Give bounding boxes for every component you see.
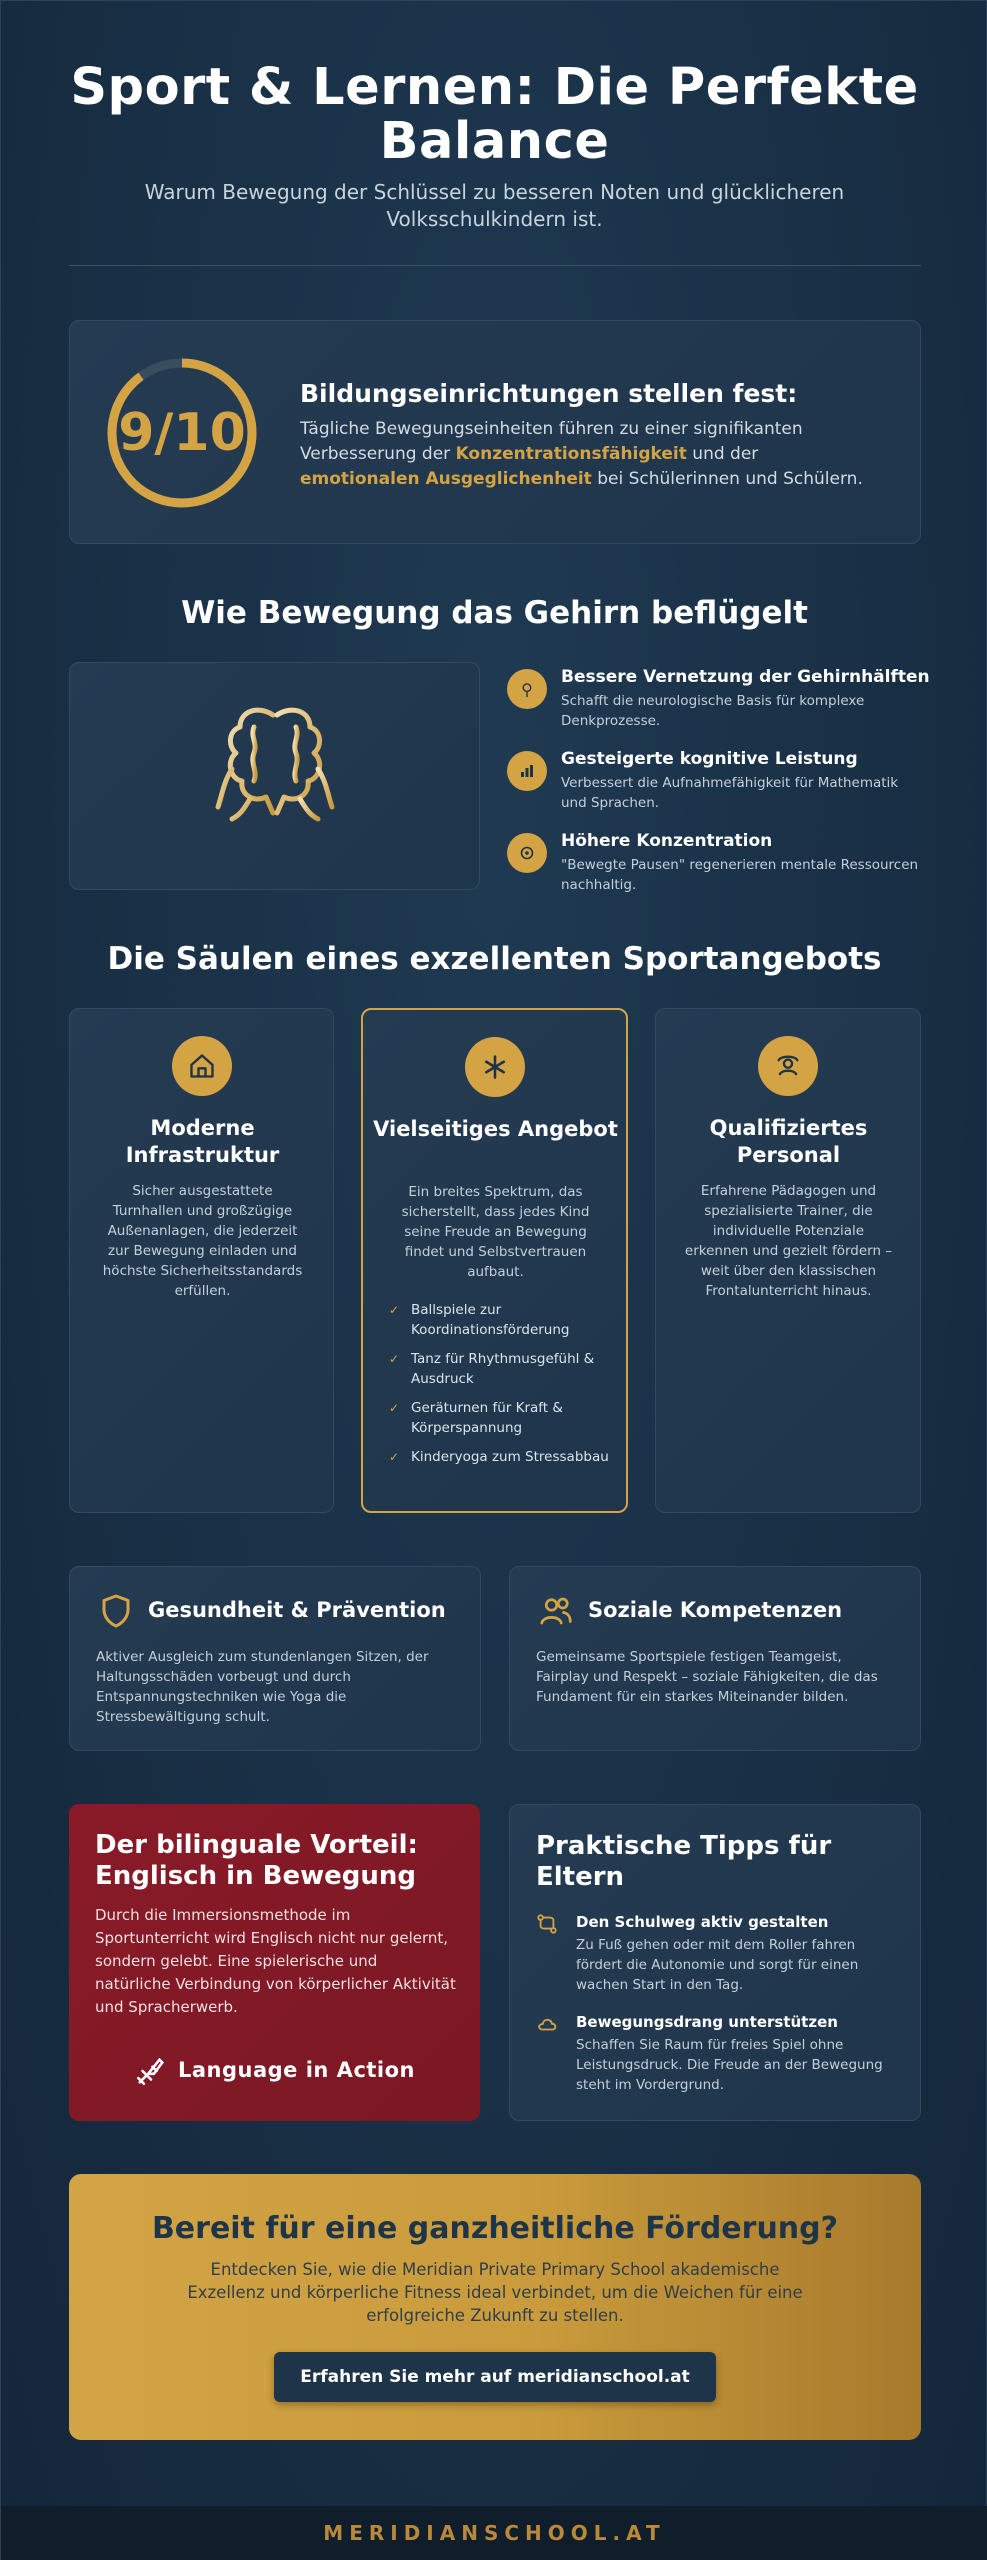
pillar-card-offer: [361, 1008, 628, 1513]
pillar-title: Moderne Infrastruktur: [125, 1116, 280, 1167]
benefit-title: Gesteigerte kognitive Leistung: [561, 749, 858, 769]
tip-text: Schaffen Sie Raum für freies Spiel ohne Leistungsdruck. Die Freude an der Bewegung steht im Vordergrund.: [576, 2037, 883, 2093]
bilingual-footer: [69, 2054, 480, 2088]
home-icon: [172, 1036, 232, 1096]
bilingual-text: Durch die Immersionsmethode im Sportunterricht wird Englisch nicht nur gelernt, sondern gelebt. Eine spielerische und natürliche Verbindung von körperlicher Aktivität und Spracherwerb.: [95, 1906, 456, 2016]
asterisk-icon: [465, 1037, 525, 1097]
list-item: [389, 1349, 609, 1389]
network-icon: ⚲: [507, 669, 547, 709]
pillar-text: Erfahrene Pädagogen und spezialisierte Trainer, die individuelle Potenziale erkennen und gezielt fördern – weit über den klassischen Frontalunterricht hinaus.: [684, 1183, 893, 1299]
target-icon: [507, 833, 547, 873]
brain-image-card: [69, 662, 480, 890]
benefit-title: Bessere Vernetzung der Gehirnhälften: [561, 667, 930, 687]
route-icon: [536, 1913, 558, 1935]
benefit-text: "Bewegte Pausen" regenerieren mentale Ressourcen nachhaltig.: [561, 857, 919, 893]
pillar-card-staff: [655, 1008, 921, 1513]
check-icon: ✓: [389, 1352, 400, 1366]
pillars-section-title: Die Säulen eines exzellenten Sportangebots: [107, 941, 882, 977]
benefit-item: [507, 747, 921, 811]
list-item-label: Kinderyoga zum Stressabbau: [411, 1449, 609, 1465]
brain-icon: [210, 703, 340, 853]
stat-text-part: Tägliche Bewegungseinheiten führen zu einer signifikanten Verbesserung der: [300, 419, 803, 464]
benefit-text: Verbessert die Aufnahmefähigkeit für Mathematik und Sprachen.: [561, 775, 899, 811]
brain-section-title: Wie Bewegung das Gehirn beflügelt: [181, 595, 808, 631]
stat-title: Bildungseinrichtungen stellen fest:: [300, 379, 798, 408]
footer-domain[interactable]: MERIDIANSCHOOL.AT: [1, 2506, 987, 2560]
stat-text-part: und der: [686, 444, 759, 464]
health-card: [69, 1566, 481, 1751]
title-line-2: Balance: [379, 112, 610, 171]
pillar-card-infrastructure: [69, 1008, 334, 1513]
social-card: [509, 1566, 921, 1751]
check-icon: ✓: [389, 1303, 400, 1317]
tip-text: Zu Fuß gehen oder mit dem Roller fahren fördert die Autonomie und sorgt für einen wachen Start in den Tag.: [576, 1937, 859, 1993]
benefit-item: [507, 829, 921, 893]
stat-value: 9/10: [118, 403, 246, 463]
tips-card: [509, 1804, 921, 2121]
offer-list: [389, 1300, 609, 1476]
page-title: [1, 58, 987, 171]
stat-card: [69, 320, 921, 544]
page-subtitle: Warum Bewegung der Schlüssel zu besseren Noten und glücklicheren Volksschulkindern ist.: [144, 180, 845, 231]
bilingual-footer-label: Language in Action: [177, 2058, 416, 2082]
cta-text: Entdecken Sie, wie die Meridian Private Primary School akademische Exzellenz und körperliche Fitness ideal verbindet, um die Weichen für eine erfolgreiche Zukunft zu stellen.: [187, 2260, 803, 2325]
pillar-title: Vielseitiges Angebot: [373, 1117, 618, 1141]
list-item: [389, 1447, 609, 1467]
list-item-label: Ballspiele zur Koordinationsförderung: [411, 1302, 570, 1338]
benefit-item: [507, 665, 930, 729]
tip-title: Den Schulweg aktiv gestalten: [576, 1913, 829, 1931]
benefit-text: Schafft die neurologische Basis für komplexe Denkprozesse.: [561, 693, 865, 729]
learn-more-button[interactable]: Erfahren Sie mehr auf meridianschool.at: [274, 2352, 716, 2402]
health-text: Aktiver Ausgleich zum stundenlangen Sitzen, der Haltungsschäden vorbeugt und durch Entspannungstechniken wie Yoga die Stressbewältigung schult.: [96, 1649, 429, 1725]
users-icon: [538, 1593, 574, 1629]
check-icon: ✓: [389, 1450, 400, 1464]
cta-title: Bereit für eine ganzheitliche Förderung?: [151, 2211, 839, 2246]
social-text: Gemeinsame Sportspiele festigen Teamgeist, Fairplay und Respekt – soziale Fähigkeiten, die das Fundament für ein starkes Miteinander bilden.: [536, 1649, 878, 1705]
stat-text: [300, 417, 880, 492]
title-line-1: Sport & Lernen: Die Perfekte: [70, 58, 919, 117]
health-title: Gesundheit & Prävention: [148, 1598, 446, 1622]
badminton-icon: [134, 2054, 168, 2088]
stat-text-part: bei Schülerinnen und Schülern.: [591, 469, 863, 489]
social-title: Soziale Kompetenzen: [588, 1598, 843, 1622]
list-item-label: Geräturnen für Kraft & Körperspannung: [411, 1400, 563, 1436]
header-divider: [69, 265, 921, 266]
tip-item: [536, 2013, 906, 2093]
list-item-label: Tanz für Rhythmusgefühl & Ausdruck: [411, 1351, 595, 1387]
benefit-title: Höhere Konzentration: [561, 831, 773, 851]
chart-icon: [507, 751, 547, 791]
bilingual-title: Der bilinguale Vorteil: Englisch in Bewegung: [95, 1830, 418, 1891]
pillar-text: Ein breites Spektrum, das sicherstellt, dass jedes Kind seine Freude an Bewegung findet und Selbstvertrauen aufbaut.: [401, 1184, 590, 1280]
bilingual-card: [69, 1804, 480, 2121]
cta-section: [69, 2174, 921, 2440]
cloud-icon: [536, 2013, 558, 2035]
list-item: [389, 1398, 609, 1438]
shield-icon: [98, 1593, 134, 1629]
pillar-title: Qualifiziertes Personal: [709, 1116, 868, 1167]
list-item: [389, 1300, 609, 1340]
tips-title: Praktische Tipps für Eltern: [536, 1831, 832, 1892]
stat-highlight-concentration: Konzentrationsfähigkeit: [455, 444, 687, 464]
trainer-icon: [758, 1036, 818, 1096]
stat-highlight-emotional: emotionalen Ausgeglichenheit: [300, 469, 592, 489]
tip-title: Bewegungsdrang unterstützen: [576, 2013, 838, 2031]
tip-item: [536, 1913, 906, 1993]
check-icon: ✓: [389, 1401, 400, 1415]
pillar-text: Sicher ausgestattete Turnhallen und großzügige Außenanlagen, die jederzeit zur Bewegung einladen und höchste Sicherheitsstandards erfüllen.: [102, 1183, 303, 1299]
